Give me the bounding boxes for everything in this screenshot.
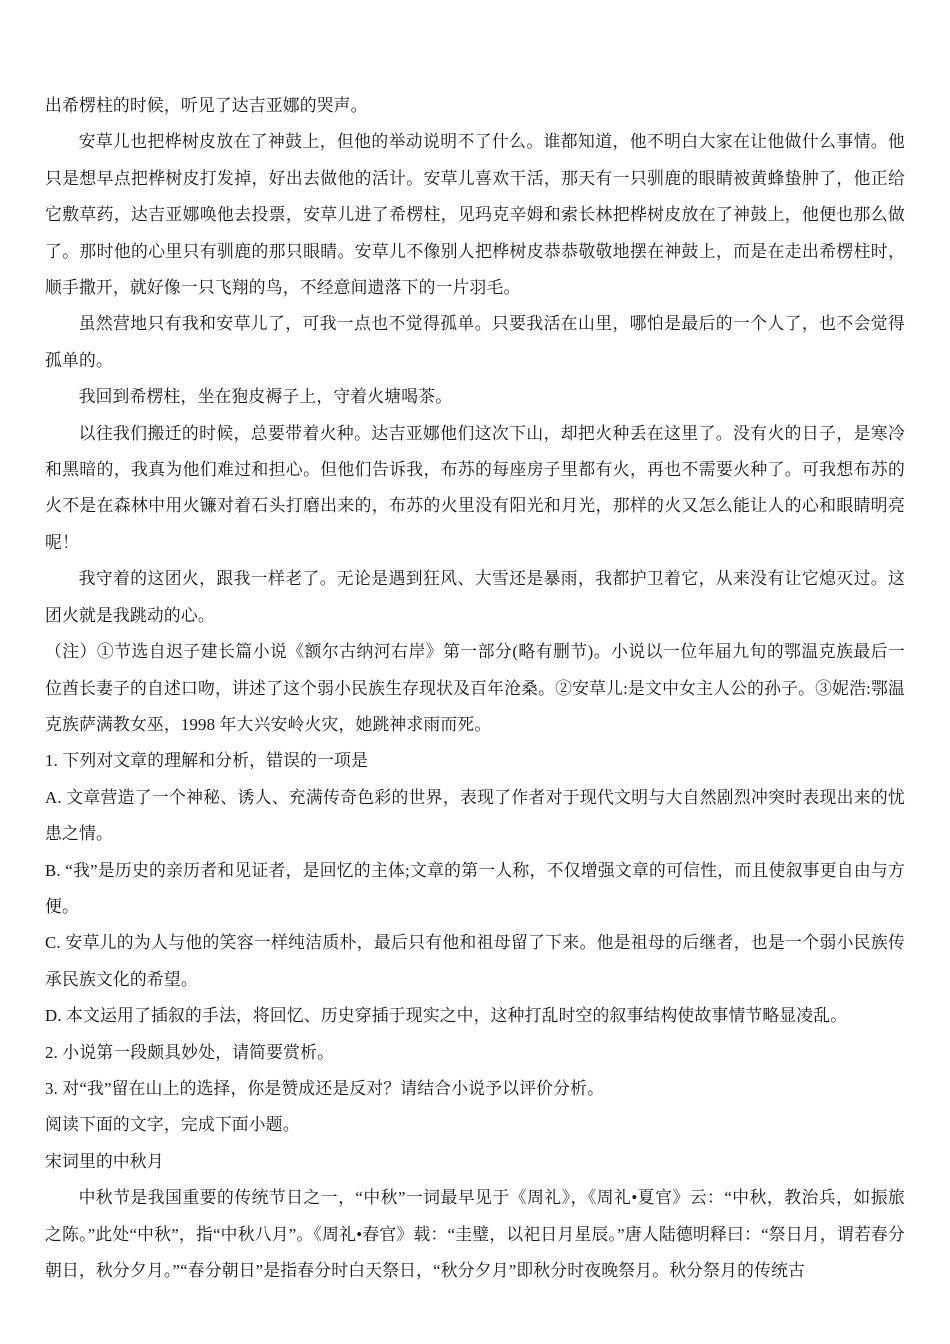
- question-1: 1. 下列对文章的理解和分析，错误的一项是: [45, 751, 369, 771]
- paragraph-not-lonely: 虽然营地只有我和安草儿了，可我一点也不觉得孤单。只要我活在山里，哪怕是最后的一个人了，也不会觉得孤单的。: [45, 314, 905, 370]
- question-3: 3. 对“我”留在山上的选择，你是赞成还是反对？请结合小说予以评价分析。: [45, 1078, 605, 1098]
- question-2: 2. 小说第一段颇具妙处，请简要赏析。: [45, 1042, 335, 1062]
- note-paragraph: （注）①节选自迟子建长篇小说《额尔古纳河右岸》第一部分(略有删节)。小说以一位年届九旬的鄂温克族最后一位酋长妻子的自述口吻，讲述了这个弱小民族生存现状及百年沧桑。②安草儿:是文中女主人公的孙子。③妮浩:鄂温克族萨满教女巫，1998 年大兴安岭火灾，她跳神求雨而死。: [45, 642, 905, 734]
- essay-title: 宋词里的中秋月: [45, 1151, 164, 1171]
- paragraph-old-fire: 我守着的这团火，跟我一样老了。无论是遇到狂风、大雪还是暴雨，我都护卫着它，从来没有让它熄灭过。这团火就是我跳动的心。: [45, 569, 905, 625]
- option-b: B. “我”是历史的亲历者和见证者，是回忆的主体;文章的第一人称，不仅增强文章的可信性，而且使叙事更自由与方便。: [45, 860, 905, 916]
- document-body: [45, 88, 905, 1289]
- option-c: C. 安草儿的为人与他的笑容一样纯洁质朴，最后只有他和祖母留了下来。他是祖母的后继者，也是一个弱小民族传承民族文化的希望。: [45, 933, 905, 989]
- option-a: A. 文章营造了一个神秘、诱人、充满传奇色彩的世界，表现了作者对于现代文明与大自然剧烈冲突时表现出来的忧患之情。: [45, 787, 905, 844]
- reading-instruction: 阅读下面的文字，完成下面小题。: [45, 1115, 300, 1135]
- option-d: D. 本文运用了插叙的手法，将回忆、历史穿插于现实之中，这种打乱时空的叙事结构使故事情节略显凌乱。: [45, 1006, 848, 1026]
- paragraph-mid-autumn: 中秋节是我国重要的传统节日之一，“中秋”一词最早见于《周礼》，《周礼•夏官》云：“中秋，教治兵，如振旅之陈。”此处“中秋”，指“中秋八月”。《周礼•春官》载：“圭璧，以祀日月星辰。”唐人陆德明释曰：“祭日月，谓若春分朝日，秋分夕月。”“春分朝日”是指春分时白天祭日，“秋分夕月”即秋分时夜晚祭月。秋分祭月的传统古: [45, 1188, 905, 1280]
- paragraph-return-tea: 我回到希楞柱，坐在狍皮褥子上，守着火塘喝茶。: [78, 387, 453, 407]
- paragraph-anchaoer-birchbark: 安草儿也把桦树皮放在了神鼓上，但他的举动说明不了什么。谁都知道，他不明白大家在让他做什么事情。他只是想早点把桦树皮打发掉，好出去做他的活计。安草儿喜欢干活，那天有一只驯鹿的眼睛被黄蜂蛰肿了，他正给它敷草药，达吉亚娜唤他去投票，安草儿进了希楞柱，见玛克辛姆和索长林把桦树皮放在了神鼓上，他便也那么做了。那时他的心里只有驯鹿的那只眼睛。安草儿不像别人把桦树皮恭恭敬敬地摆在神鼓上，而是在走出希楞柱时，顺手撒开，就好像一只飞翔的鸟，不经意间遗落下的一片羽毛。: [45, 132, 905, 298]
- paragraph-fire-seed: 以往我们搬迁的时候，总要带着火种。达吉亚娜他们这次下山，却把火种丢在这里了。没有火的日子，是寒冷和黑暗的，我真为他们难过和担心。但他们告诉我，布苏的每座房子里都有火，再也不需要火种了。可我想布苏的火不是在森林中用火镰对着石头打磨出来的，布苏的火里没有阳光和月光，那样的火又怎么能让人的心和眼睛明亮呢！: [45, 423, 905, 552]
- paragraph-cry: 出希楞柱的时候，听见了达吉亚娜的哭声。: [45, 96, 368, 115]
